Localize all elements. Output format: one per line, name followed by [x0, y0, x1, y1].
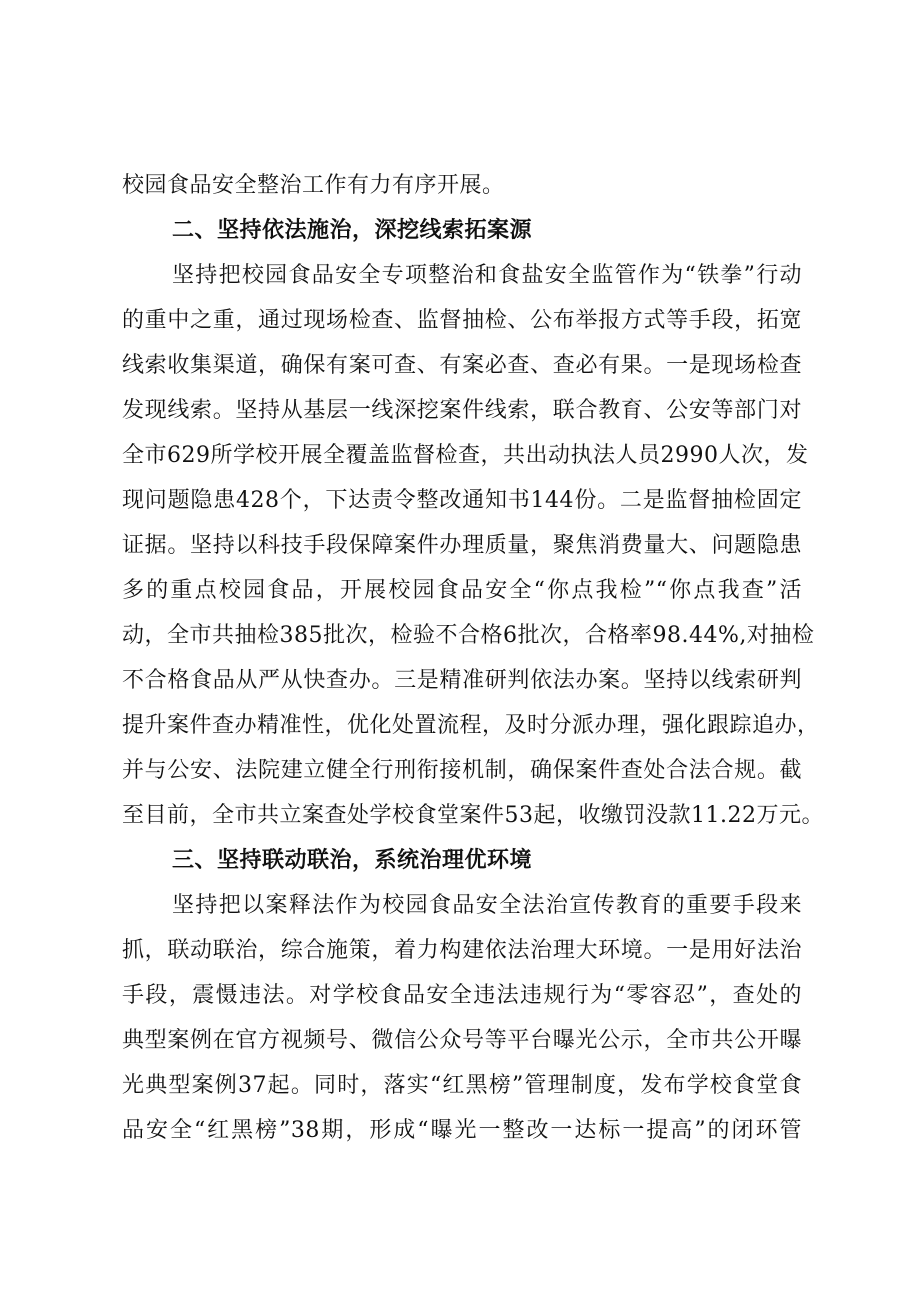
paragraph-line: 坚持把以案释法作为校园食品安全法治宣传教育的重要手段来 [172, 893, 802, 918]
paragraph-line: 抓，联动联治，综合施策，着力构建依法治理大环境。一是用好法治 [122, 938, 802, 963]
paragraph-line: 校园食品安全整治工作有力有序开展。 [122, 173, 505, 198]
paragraph-line: 坚持把校园食品安全专项整治和食盐安全监管作为“铁拳”行动 [172, 263, 802, 288]
paragraph-line: 多的重点校园食品，开展校园食品安全“你点我检”“你点我查”活 [122, 578, 802, 603]
paragraph-line: 典型案例在官方视频号、微信公众号等平台曝光公示，全市共公开曝 [122, 1028, 802, 1053]
paragraph-line: 证据。坚持以科技手段保障案件办理质量，聚焦消费量大、问题隐患 [122, 533, 802, 558]
paragraph-line: 至目前，全市共立案查处学校食堂案件53起，收缴罚没款11.22万元。 [122, 803, 824, 828]
paragraph-line: 动，全市共抽检385批次，检验不合格6批次，合格率98.44%,对抽检 [122, 623, 815, 648]
paragraph-line: 全市629所学校开展全覆盖监督检查，共出动执法人员2990人次，发 [122, 443, 809, 468]
paragraph-line: 现问题隐患428个，下达责令整改通知书144份。二是监督抽检固定 [122, 488, 802, 513]
paragraph-line: 的重中之重，通过现场检查、监督抽检、公布举报方式等手段，拓宽 [122, 308, 802, 333]
paragraph-line: 并与公安、法院建立健全行刑衔接机制，确保案件查处合法合规。截 [122, 758, 802, 783]
section-heading: 二、坚持依法施治，深挖线索拓案源 [172, 218, 533, 243]
paragraph-line: 线索收集渠道，确保有案可查、有案必查、查必有果。一是现场检查 [122, 353, 802, 378]
paragraph-line: 品安全“红黑榜”38期，形成“曝光一整改一达标一提高”的闭环管 [122, 1118, 802, 1143]
paragraph-line: 不合格食品从严从快查办。三是精准研判依法办案。坚持以线索研判 [122, 668, 802, 693]
paragraph-line: 发现线索。坚持从基层一线深挖案件线索，联合教育、公安等部门对 [122, 398, 802, 423]
paragraph-line: 手段，震慑违法。对学校食品安全违法违规行为“零容忍”，查处的 [122, 983, 802, 1008]
paragraph-line: 光典型案例37起。同时，落实“红黑榜”管理制度，发布学校食堂食 [122, 1073, 802, 1098]
paragraph-line: 提升案件查办精准性，优化处置流程，及时分派办理，强化跟踪追办， [122, 713, 820, 738]
section-heading: 三、坚持联动联治，系统治理优环境 [172, 848, 533, 873]
